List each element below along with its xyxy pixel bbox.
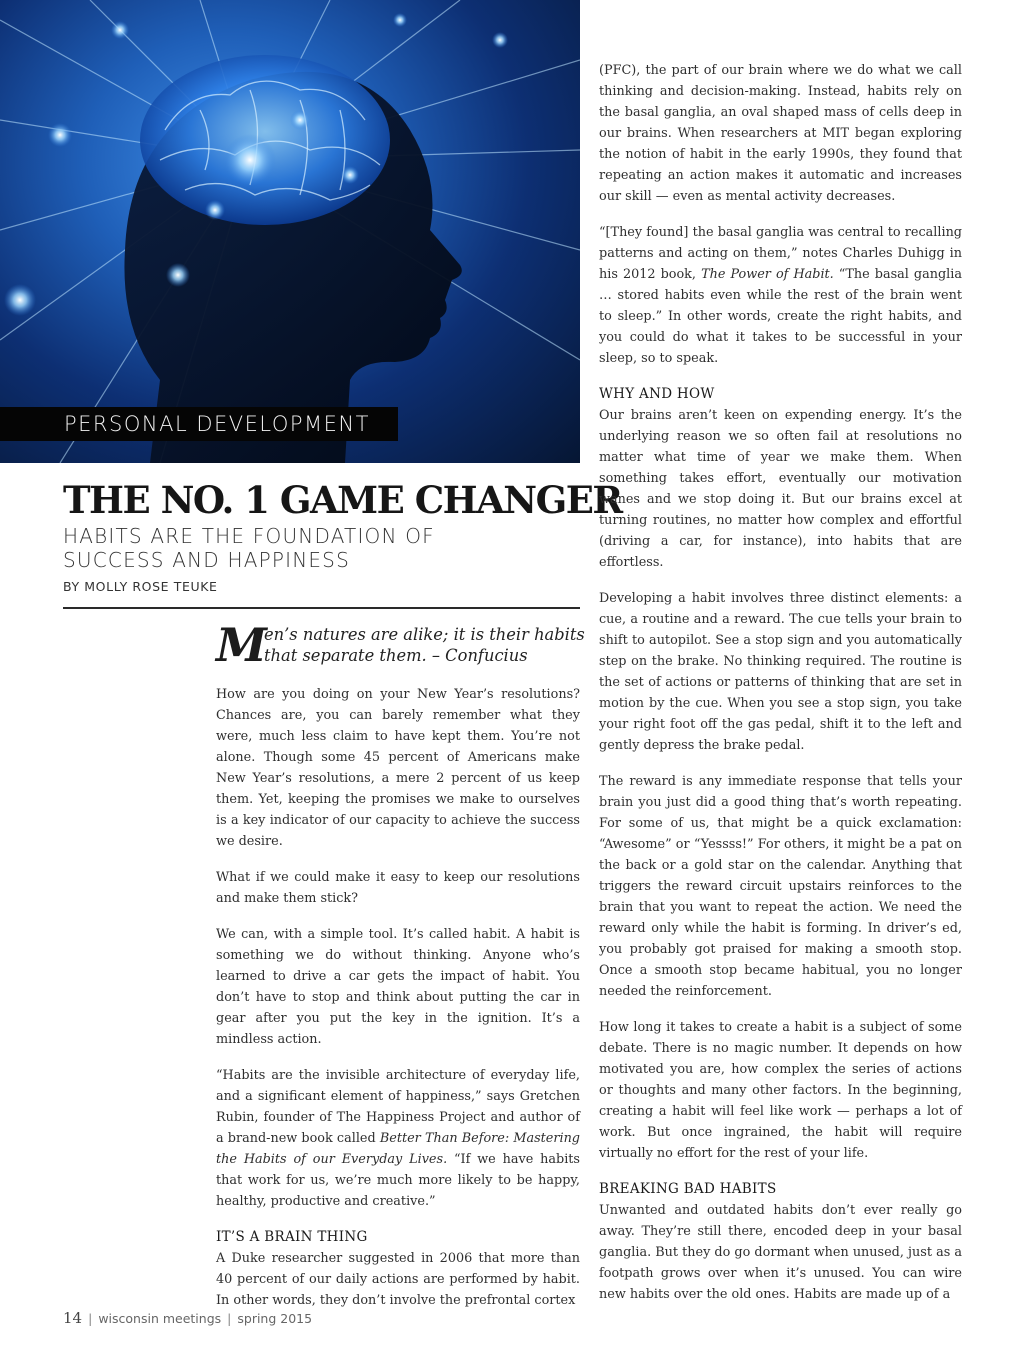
issue-date: spring 2015 [237, 1311, 313, 1326]
paragraph: “Habits are the invisible architecture of everyday life, and a significant element of happiness,” says Gretchen Rubin, founder of The Happiness Project and author of a brand-new book called Better Than Before: Mastering the Habits of our Everyday Lives. “If we have habits that work for us, we’re much more likely to be happy, healthy, productive and creative.” [216, 1068, 581, 1209]
divider [63, 607, 580, 609]
paragraph: (PFC), the part of our brain where we do what we call thinking and decision-making. Instead, habits rely on the basal ganglia, an oval shaped mass of cells deep in our brains. When researchers at MIT began exploring the notion of habit in the early 1990s, they found that repeating an action makes it automatic and increases our skill — even as mental activity decreases. [599, 63, 962, 204]
hero-brain-image [0, 0, 580, 463]
footer-separator: | [88, 1311, 93, 1326]
byline: BY MOLLY ROSE TEUKE [63, 579, 218, 594]
paragraph: We can, with a simple tool. It’s called habit. A habit is something we do without thinking. Anyone who’s learned to drive a car gets the impact of habit. You don’t have to stop and think about putting the car in gear after you put the key in the ignition. It’s a mindless action. [216, 927, 580, 1047]
paragraph: The reward is any immediate response that tells your brain you just did a good thing that’s worth repeating. For some of us, that might be a quick exclamation: “Awesome” or “Yessss!” For others, it might be a pat on the back or a gold star on the calendar. Anything that triggers the reward circuit upstairs reinforces to the brain that you want to repeat the action. We need the reward only while the habit is forming. In driver’s ed, you probably got praised for making a smooth stop. Once a smooth stop became habitual, you no longer needed the reinforcement. [599, 774, 962, 999]
section-heading: IT’S A BRAIN THING [216, 1229, 368, 1245]
pull-quote-line: that separate them. – Confucius [264, 646, 528, 665]
right-column [599, 60, 962, 1320]
magazine-name: wisconsin meetings [98, 1311, 222, 1326]
page-footer [63, 1309, 312, 1327]
drop-cap: M [216, 618, 267, 672]
section-heading: BREAKING BAD HABITS [599, 1181, 777, 1197]
footer-separator: | [227, 1311, 232, 1326]
section-heading: WHY AND HOW [599, 386, 715, 402]
section-tag: PERSONAL DEVELOPMENT [0, 407, 398, 441]
paragraph: What if we could make it easy to keep our resolutions and make them stick? [216, 870, 580, 906]
pull-quote-line: en’s natures are alike; it is their habits [264, 625, 585, 644]
paragraph: How long it takes to create a habit is a subject of some debate. There is no magic number. It depends on how motivated you are, how complex the series of actions or thoughts and many other factors. In the beginning, creating a habit will feel like work — perhaps a lot of work. But once ingrained, the habit will require virtually no effort for the rest of your life. [599, 1020, 962, 1161]
left-column [216, 684, 580, 1326]
paragraph: How are you doing on your New Year’s resolutions? Chances are, you can barely remember what they were, much less claim to have kept them. You’re not alone. Though some 45 percent of Americans make New Year’s resolutions, a mere 2 percent of us keep them. Yet, keeping the promises we make to ourselves is a key indicator of our capacity to achieve the success we desire. [216, 687, 580, 849]
page-number: 14 [63, 1309, 83, 1327]
paragraph: Developing a habit involves three distinct elements: a cue, a routine and a reward. The cue tells your brain to shift to autopilot. See a stop sign and you automatically step on the brake. No thinking required. The routine is the set of actions or patterns of thinking that are set in motion by the cue. When you see a stop sign, you take your right foot off the gas pedal, shift it to the left and gently depress the brake pedal. [599, 591, 962, 753]
article-subtitle: HABITS ARE THE FOUNDATION OF SUCCESS AND HAPPINESS [63, 524, 435, 572]
paragraph: Unwanted and outdated habits don’t ever really go away. They’re still there, encoded deep in your basal ganglia. But they do go dormant when unused, just as a footpath grows over when it’s unused. You can wire new habits over the old ones. Habits are made up of a [599, 1203, 962, 1302]
brain-illustration [0, 0, 580, 463]
pull-quote [216, 618, 585, 672]
paragraph: Our brains aren’t keen on expending energy. It’s the underlying reason we so often fail at resolutions no matter what time of year we make them. When something takes effort, eventually our motivation wanes and we stop doing it. But our brains excel at turning routines, no matter how complex and effortful (driving a car, for instance), into habits that are effortless. [599, 408, 962, 570]
article-title: THE NO. 1 GAME CHANGER [63, 478, 622, 522]
paragraph: A Duke researcher suggested in 2006 that more than 40 percent of our daily actions are performed by habit. In other words, they don’t involve the prefrontal cortex [216, 1251, 580, 1308]
paragraph: “[They found] the basal ganglia was central to recalling patterns and acting on them,” notes Charles Duhigg in his 2012 book, The Power of Habit. “The basal ganglia … stored habits even while the rest of the brain went to sleep.” In other words, create the right habits, and you could do what it takes to be successful in your sleep, so to speak. [599, 225, 962, 366]
